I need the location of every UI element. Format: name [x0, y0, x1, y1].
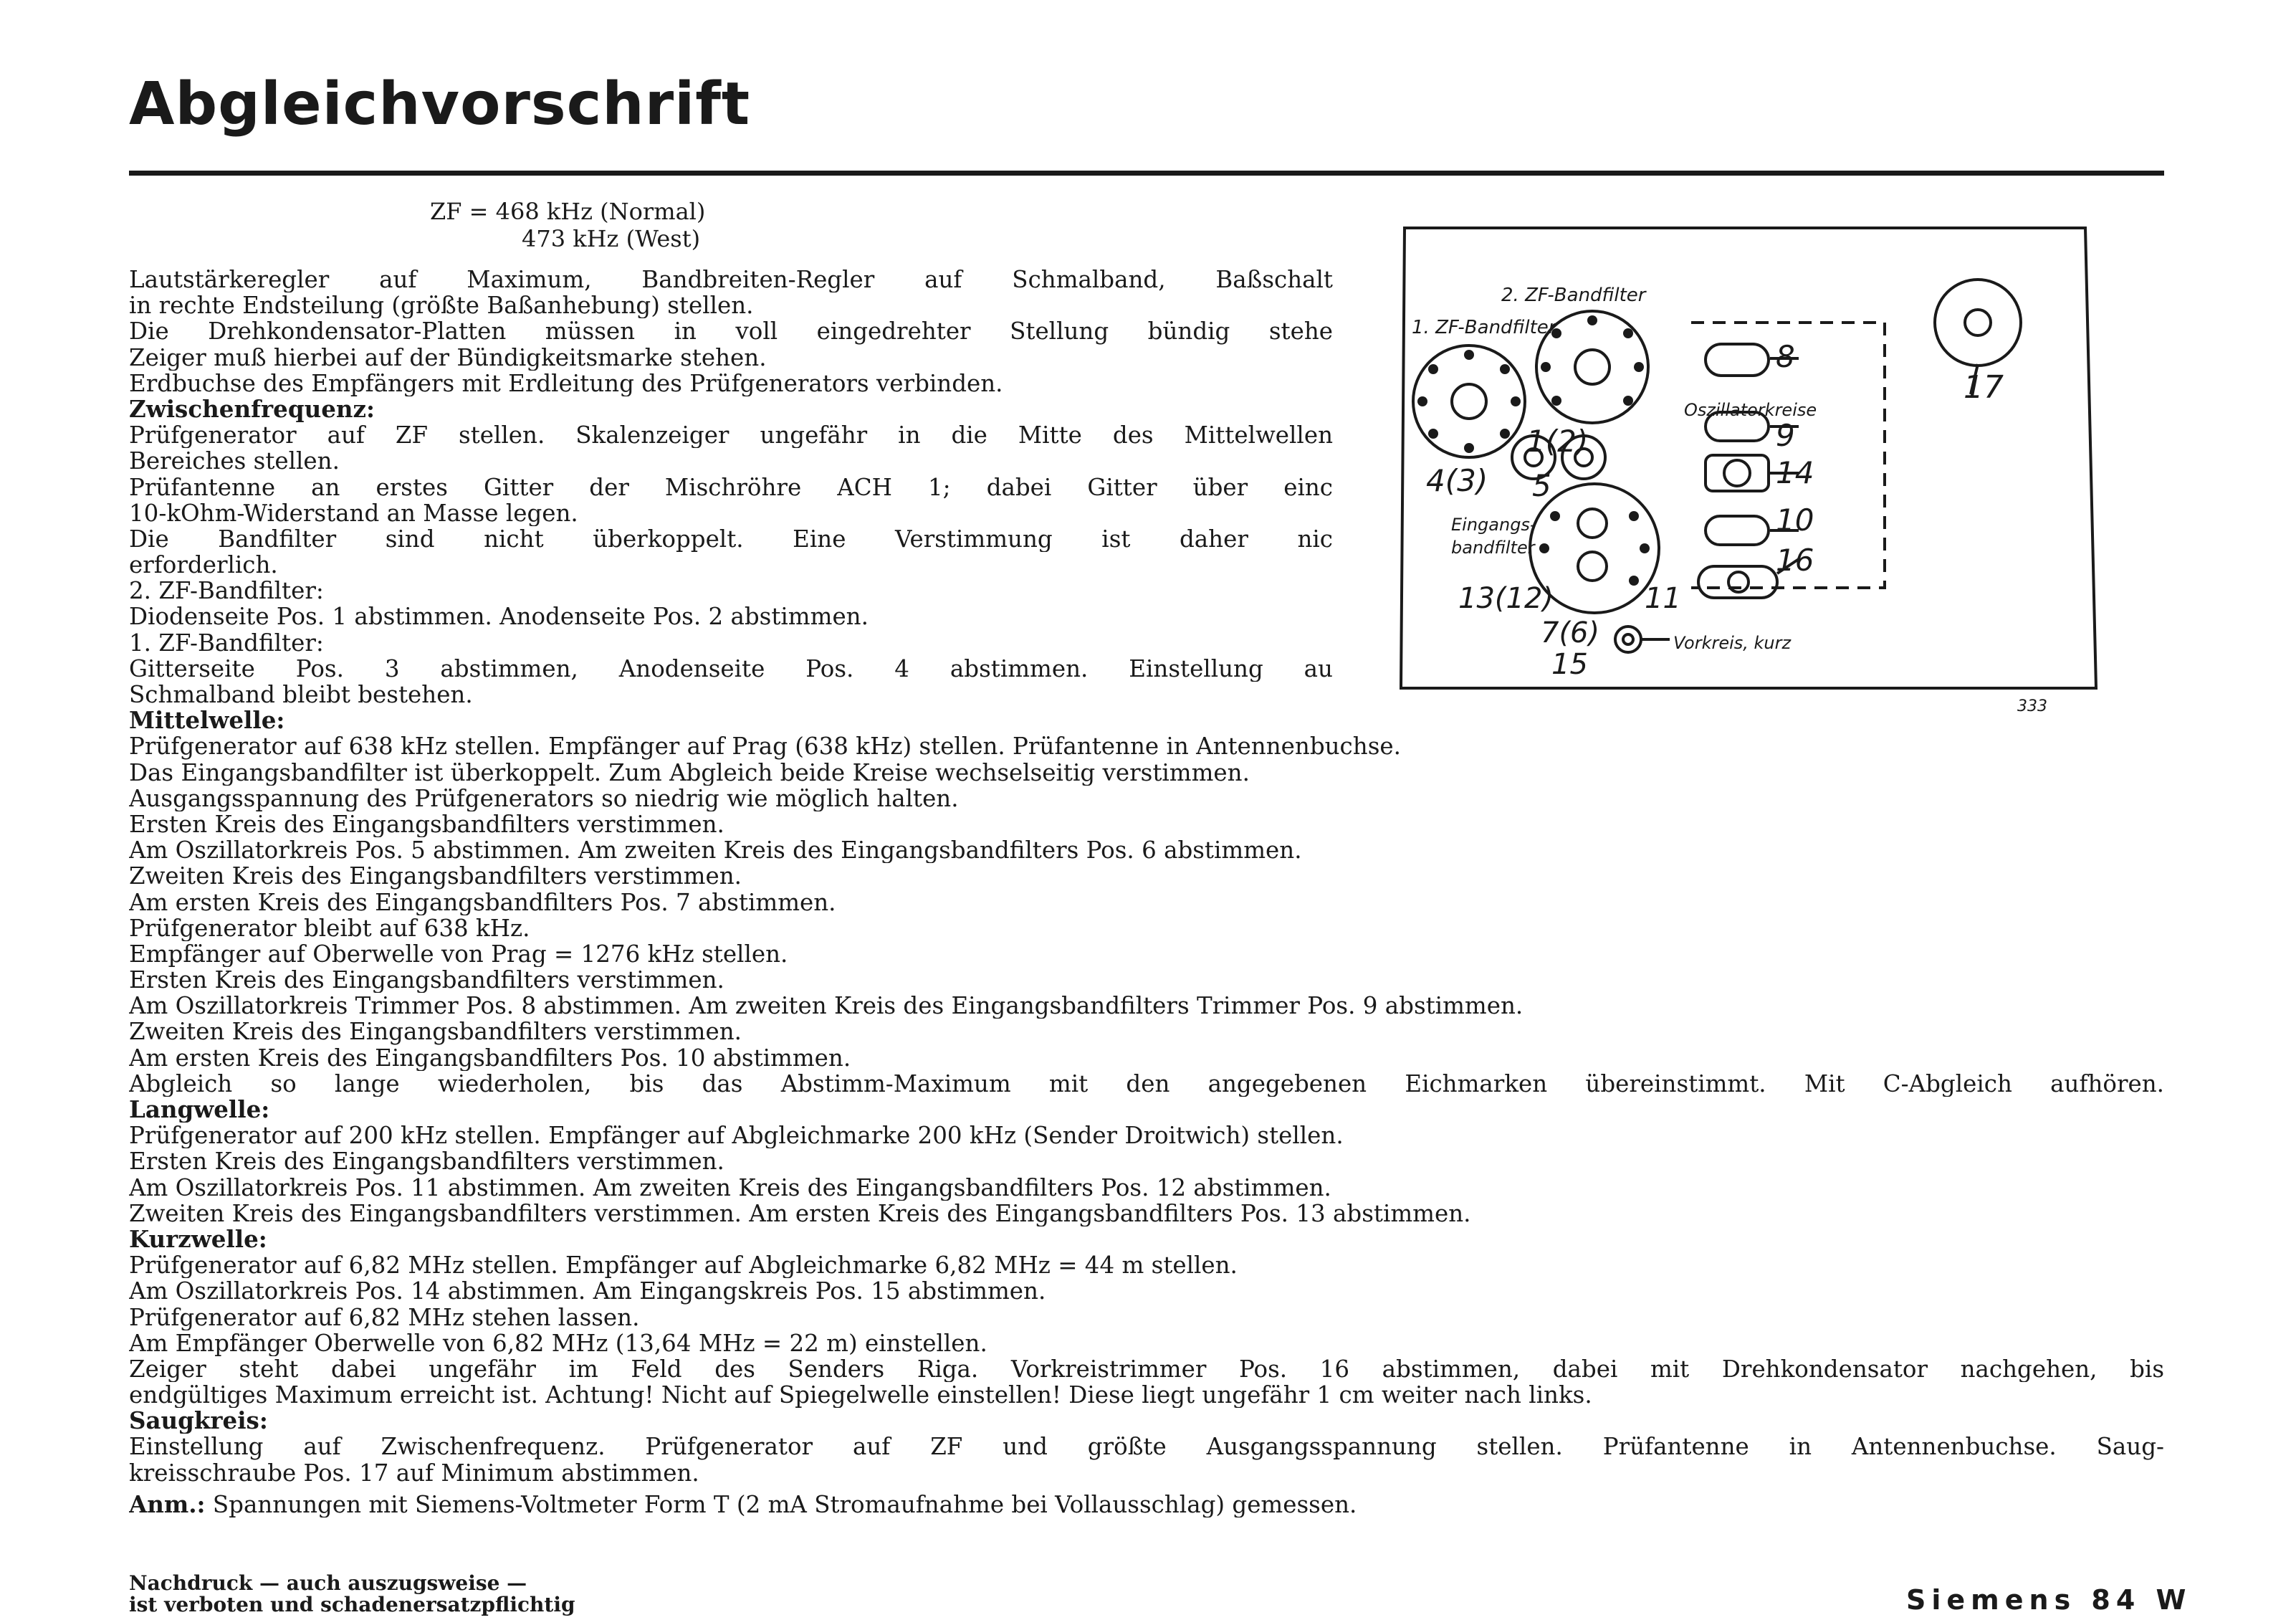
kw-line: Prüfgenerator auf 6,82 MHz stellen. Empfänger auf Abgleichmarke 6,82 MHz = 44 m stellen.	[129, 1252, 1238, 1279]
pos-14: 14	[1776, 455, 1814, 490]
mw-line: Das Eingangsbandfilter ist überkoppelt. Zum Abgleich beide Kreise wechselseitig verstimmen.	[129, 759, 1250, 786]
zf-line: Die Bandfilter sind nicht überkoppelt. Eine Verstimmung ist daher nic	[129, 525, 1333, 553]
pos-16: 16	[1776, 543, 1814, 578]
pos-4-3: 4(3)	[1426, 463, 1488, 498]
pos-7-6: 7(6)	[1541, 616, 1600, 649]
zf-line: 1. ZF-Bandfilter:	[129, 629, 324, 656]
note-text: Spannungen mit Siemens-Voltmeter Form T (2 mA Stromaufnahme bei Vollausschlag) gemessen.	[212, 1491, 1357, 1517]
intro-line: Die Drehkondensator-Platten müssen in voll eingedrehter Stellung bündig stehe	[129, 318, 1333, 345]
heading-mittelwelle: Mittelwelle:	[129, 707, 285, 734]
intro-line: Erdbuchse des Empfängers mit Erdleitung des Prüfgenerators verbinden.	[129, 370, 1003, 396]
label-eingangs: Eingangs-	[1451, 515, 1536, 535]
zf-frequency-block	[430, 198, 705, 252]
heading-zwischenfrequenz: Zwischenfrequenz:	[129, 396, 375, 423]
saug-line: kreisschraube Pos. 17 auf Minimum abstimmen.	[129, 1459, 699, 1486]
mw-line: Zweiten Kreis des Eingangsbandfilters verstimmen.	[129, 1019, 742, 1045]
intro-line: in rechte Endsteilung (größte Baßanhebung) stellen.	[129, 292, 754, 319]
zf-line: Prüfgenerator auf ZF stellen. Skalenzeiger ungefähr in die Mitte des Mittelwellen	[129, 422, 1333, 449]
kw-line: Prüfgenerator auf 6,82 MHz stehen lassen.	[129, 1304, 640, 1330]
pos-5: 5	[1532, 468, 1551, 503]
lw-line: Zweiten Kreis des Eingangsbandfilters verstimmen. Am ersten Kreis des Eingangsbandfilters Pos. 13 abstimmen.	[129, 1200, 1471, 1226]
title-rule	[129, 171, 2164, 176]
mw-line: Empfänger auf Oberwelle von Prag = 1276 kHz stellen.	[129, 940, 788, 968]
label-oszillatorkreise: Oszillatorkreise	[1684, 400, 1817, 420]
label-bandfilter: bandfilter	[1451, 538, 1535, 558]
zf-line: erforderlich.	[129, 552, 278, 578]
kw-line: Am Empfänger Oberwelle von 6,82 MHz (13,64 MHz = 22 m) einstellen.	[129, 1330, 987, 1356]
zf-line: Schmalband bleibt bestehen.	[129, 682, 473, 708]
zf-line: Gitterseite Pos. 3 abstimmen, Anodenseite Pos. 4 abstimmen. Einstellung au	[129, 655, 1333, 682]
kw-line: Zeiger steht dabei ungefähr im Feld des Senders Riga. Vorkreistrimmer Pos. 16 abstimmen, dabei mit Drehkondensator nachgehen, bis	[129, 1355, 2164, 1383]
kw-line: Am Oszillatorkreis Pos. 14 abstimmen. Am Eingangskreis Pos. 15 abstimmen.	[129, 1278, 1046, 1305]
label-zf1: 1. ZF-Bandfilter	[1412, 317, 1556, 338]
mw-line: Ersten Kreis des Eingangsbandfilters verstimmen.	[129, 967, 724, 994]
pos-1-2: 1(2)	[1526, 424, 1589, 459]
mw-line: Am ersten Kreis des Eingangsbandfilters Pos. 7 abstimmen.	[129, 889, 836, 915]
mw-line: Zweiten Kreis des Eingangsbandfilters verstimmen.	[129, 863, 742, 890]
pos-10: 10	[1776, 502, 1814, 538]
pos-13-12: 13(12)	[1458, 582, 1554, 615]
zf-west: 473 kHz (West)	[522, 225, 701, 252]
mw-line: Am Oszillatorkreis Pos. 5 abstimmen. Am zweiten Kreis des Eingangsbandfilters Pos. 6 abstimmen.	[129, 837, 1302, 864]
pos-9: 9	[1776, 418, 1795, 453]
zf-line: 10-kOhm-Widerstand an Masse legen.	[129, 500, 578, 526]
mw-line: Abgleich so lange wiederholen, bis das Abstimm-Maximum mit den angegebenen Eichmarken übereinstimmt. Mit C-Abgleich aufhören.	[129, 1070, 2164, 1097]
heading-langwelle: Langwelle:	[129, 1097, 270, 1123]
mw-line: Prüfgenerator auf 638 kHz stellen. Empfänger auf Prag (638 kHz) stellen. Prüfantenne in Antennenbuchse.	[129, 733, 1401, 760]
reprint-notice-line: ist verboten und schadenersatzpflichtig	[129, 1593, 575, 1616]
kw-line: endgültiges Maximum erreicht ist. Achtung! Nicht auf Spiegelwelle einstellen! Diese liegt ungefähr 1 cm weiter nach links.	[129, 1382, 1592, 1409]
reprint-notice	[129, 1573, 575, 1616]
heading-saugkreis: Saugkreis:	[129, 1408, 268, 1434]
pos-11: 11	[1645, 582, 1681, 615]
mw-line: Ersten Kreis des Eingangsbandfilters verstimmen.	[129, 811, 724, 838]
note-label: Anm.:	[129, 1491, 206, 1517]
zf-line: Prüfantenne an erstes Gitter der Mischröhre ACH 1; dabei Gitter über einc	[129, 474, 1333, 500]
saug-line: Einstellung auf Zwischenfrequenz. Prüfgenerator auf ZF und größte Ausgangsspannung stellen. Prüfantenne in Antennenbuchse. Saug-	[129, 1434, 2164, 1460]
model-label: Siemens 84 W	[1906, 1584, 2192, 1616]
figure-number: 333	[2017, 697, 2047, 715]
reprint-notice-line: Nachdruck — auch auszugsweise —	[129, 1571, 527, 1595]
instructions-body	[129, 267, 2178, 1517]
mw-line: Am ersten Kreis des Eingangsbandfilters Pos. 10 abstimmen.	[129, 1044, 851, 1071]
mw-line: Am Oszillatorkreis Trimmer Pos. 8 abstimmen. Am zweiten Kreis des Eingangsbandfilters Trimmer Pos. 9 abstimmen.	[129, 993, 1524, 1019]
zf-normal: ZF = 468 kHz (Normal)	[430, 198, 706, 225]
page-title: Abgleichvorschrift	[129, 70, 751, 138]
lw-line: Am Oszillatorkreis Pos. 11 abstimmen. Am zweiten Kreis des Eingangsbandfilters Pos. 12 abstimmen.	[129, 1174, 1331, 1201]
pos-17: 17	[1963, 369, 2004, 406]
note-line	[129, 1492, 2178, 1517]
label-zf2: 2. ZF-Bandfilter	[1501, 285, 1646, 306]
zf-line: Bereiches stellen.	[129, 448, 340, 475]
lw-line: Prüfgenerator auf 200 kHz stellen. Empfänger auf Abgleichmarke 200 kHz (Sender Droitwich) stellen.	[129, 1123, 1344, 1149]
intro-line: Zeiger muß hierbei auf der Bündigkeitsmarke stehen.	[129, 344, 767, 371]
mw-line: Ausgangsspannung des Prüfgenerators so niedrig wie möglich halten.	[129, 785, 959, 811]
pos-8: 8	[1776, 339, 1795, 374]
intro-line: Lautstärkeregler auf Maximum, Bandbreiten-Regler auf Schmalband, Baßschalt	[129, 267, 1333, 293]
mw-line: Prüfgenerator bleibt auf 638 kHz.	[129, 915, 530, 941]
label-vorkreis: Vorkreis, kurz	[1673, 633, 1792, 653]
zf-line: Diodenseite Pos. 1 abstimmen. Anodenseite Pos. 2 abstimmen.	[129, 604, 869, 630]
lw-line: Ersten Kreis des Eingangsbandfilters verstimmen.	[129, 1148, 724, 1175]
zf-line: 2. ZF-Bandfilter:	[129, 578, 324, 604]
pos-15: 15	[1551, 648, 1588, 681]
heading-kurzwelle: Kurzwelle:	[129, 1226, 267, 1253]
